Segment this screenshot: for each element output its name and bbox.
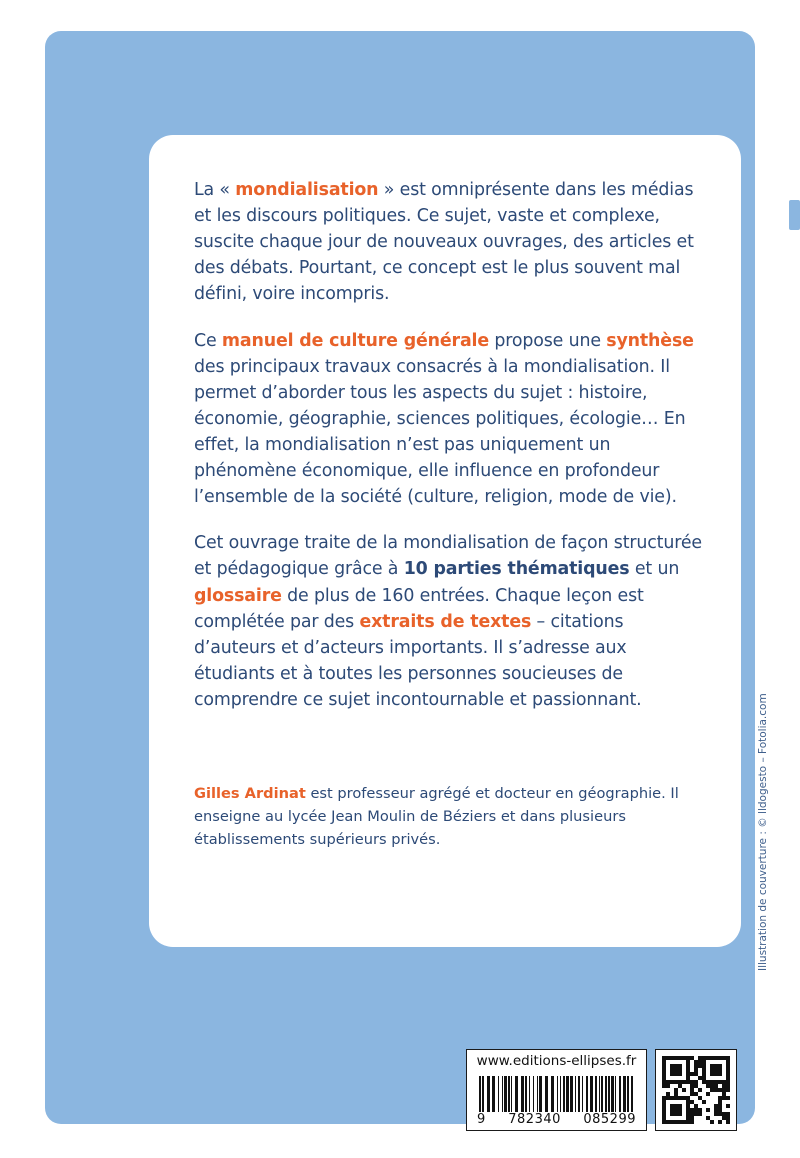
isbn-prefix: 9 [477,1112,486,1127]
blurb-paragraph-3 [194,530,704,713]
qr-code [655,1049,737,1131]
isbn-digits [467,1112,646,1127]
qr-code-grid [662,1056,730,1124]
blurb-p1-part1: La « [194,180,236,200]
ean13-bars [479,1076,636,1112]
blurb-p3-highlight-extraits: extraits de textes [359,611,532,632]
blurb-paragraph-2 [194,328,704,511]
barcode-block [466,1049,647,1131]
blurb-p1-highlight-mondialisation: mondialisation [235,180,379,200]
blurb-p3-part1: Cet ouvrage traite de la mondialisation de façon structurée et pédagogique grâce à [194,533,702,580]
blurb-p3-highlight-glossaire: glossaire [194,585,282,606]
blurb-paragraph-1 [194,177,704,308]
cover-background [45,31,769,1127]
blurb-container [194,177,704,713]
blurb-p2-highlight-synthese: synthèse [606,330,694,351]
blurb-p3-part4: – citations d’auteurs et d’acteurs importants. Il s’adresse aux étudiants et à toutes les personnes soucieuses de comprendre ce sujet incontournable et passionnant. [194,611,642,710]
blurb-p3-part2: et un [629,559,680,580]
blurb-p2-highlight-manuel: manuel de culture générale [221,330,490,351]
blurb-p3-highlight-parties: 10 parties thématiques [403,559,630,580]
spine-edge-strip [789,200,800,230]
text-panel [149,135,741,947]
blurb-p2-part2: propose une [489,330,607,351]
cover-illustration-credit: Illustration de couverture : © lldogesto – Fotolia.com [757,693,769,971]
author-name: Gilles Ardinat [194,785,306,802]
blurb-p1-part2: » est omniprésente dans les médias et les discours politiques. Ce sujet, vaste et complexe, suscite chaque jour de nouveaux ouvrages, des articles et des débats. Pourtant, ce concept est le plus souvent mal défini, voire incompris. [194,180,694,305]
isbn-group-2: 085299 [583,1112,636,1127]
isbn-group-1: 782340 [508,1112,561,1127]
author-bio [194,783,714,851]
blurb-p3-part3: de plus de 160 entrées. Chaque leçon est complétée par des [194,585,644,632]
blurb-p2-part1: Ce [194,330,222,351]
author-bio-text: est professeur agrégé et docteur en géographie. Il enseigne au lycée Jean Moulin de Béziers et dans plusieurs établissements supérieurs privés. [194,785,679,848]
blurb-p2-part3: des principaux travaux consacrés à la mondialisation. Il permet d’aborder tous les aspects du sujet : histoire, économie, géographie, sciences politiques, écologie… En effet, la mondialisation n’est pas uniquement un phénomène économique, elle influence en profondeur l’ensemble de la société (culture, religion, mode de vie). [194,356,686,508]
publisher-website: www.editions-ellipses.fr [476,1053,637,1069]
